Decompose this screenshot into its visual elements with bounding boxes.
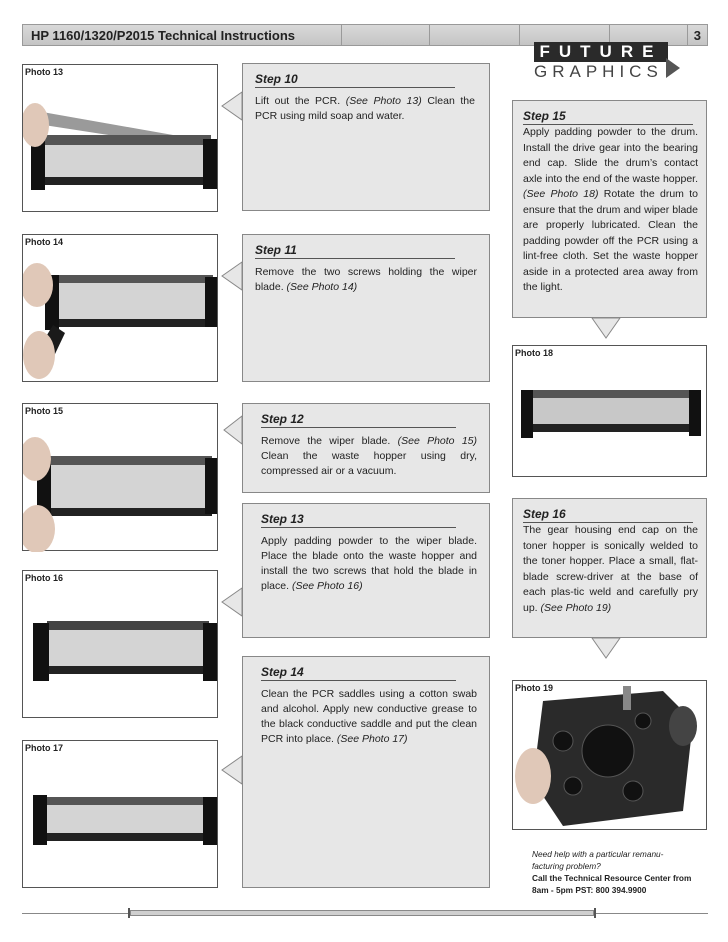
step-16-box [512,498,707,638]
step-text [261,434,477,479]
step-heading: Step 11 [255,243,455,259]
step-heading: Step 12 [261,412,456,428]
step-11-box [242,234,490,382]
step-text [255,94,475,124]
help-note [532,848,692,896]
photo-16 [22,570,218,718]
photo-14 [22,234,218,382]
help-question: Need help with a particular remanu-facturing problem? [532,849,664,871]
header-divider [687,25,688,45]
photo-label: Photo 13 [25,67,64,77]
step-heading: Step 10 [255,72,455,88]
step-heading: Step 13 [261,512,456,528]
photo-label: Photo 16 [25,573,64,583]
cartridge-pcr-removal-image [23,65,219,213]
photo-reference: (See Photo 14) [286,281,358,293]
step-text [523,523,698,616]
future-graphics-logo [520,40,680,86]
photo-reference: (See Photo 13) [345,95,422,107]
step-heading: Step 14 [261,665,456,681]
pointer-step-10 [222,92,242,120]
header-divider [341,25,342,45]
step-instruction: Lift out the PCR. [255,95,341,107]
photo-label: Photo 19 [515,683,554,693]
logo-word-graphics: GRAPHICS [534,62,663,81]
pointer-step-16 [592,638,620,658]
step-instruction: Apply padding powder to the wiper blade. Place the blade onto the waste hopper and install the two screws that hold the blade in place. [261,535,477,592]
step-10-box [242,63,490,211]
step-instruction: Clean the PCR using mild soap and water. [255,95,475,122]
step-text [261,687,477,747]
photo-reference: (See Photo 19) [540,601,612,614]
page-number: 3 [693,28,701,43]
cartridge-screw-removal-image [23,235,219,383]
pointer-step-11 [222,262,242,290]
step-instruction: Rotate the drum to ensure that the drum and wiper blade are properly lubricated. Clean the padding powder off the PCR using a lint-free cloth. Set the waste hopper aside in a protected area away from the light. [523,188,698,293]
step-14-box [242,656,490,888]
drum-install-image [513,346,708,478]
wiper-blade-install-image [23,571,219,719]
step-heading: Step 16 [523,507,693,523]
logo-arrow-icon [666,58,680,78]
step-instruction: Clean the waste hopper using dry, compressed air or a vacuum. [261,450,477,477]
photo-label: Photo 14 [25,237,64,247]
step-instruction: Remove the two screws holding the wiper blade. [255,266,477,293]
photo-label: Photo 15 [25,406,64,416]
pointer-step-12 [224,416,242,444]
photo-13 [22,64,218,212]
photo-18 [512,345,707,477]
page-footer [22,910,708,916]
step-15-box [512,100,707,318]
step-13-box [242,503,490,638]
photo-label: Photo 17 [25,743,64,753]
photo-17 [22,740,218,888]
step-instruction: The gear housing end cap on the toner hopper is sonically welded to the toner hopper. Place a small, flat-blade screw-driver at the base of each plas-tic weld and carefully pry up. [523,524,698,614]
help-contact: Call the Technical Resource Center from 8am - 5pm PST: 800 394.9900 [532,873,692,895]
pointer-step-15 [592,318,620,338]
photo-reference: (See Photo 17) [336,733,408,745]
photo-19 [512,680,707,830]
photo-15 [22,403,218,551]
footer-tick [128,908,130,918]
step-instruction: Clean the PCR saddles using a cotton swab and alcohol. Apply new conductive grease to the black conductive saddle and put the clean PCR into place. [261,688,477,745]
step-text [255,265,477,295]
photo-reference: (See Photo 15) [397,435,477,447]
pointer-step-14 [222,756,242,784]
step-text [261,534,477,594]
step-instruction: Remove the wiper blade. [261,435,391,447]
document-title: HP 1160/1320/P2015 Technical Instructions [31,28,295,43]
gear-housing-end-cap-image [513,681,708,831]
step-instruction: Apply padding powder to the drum. Install the drive gear into the bearing end cap. Slide the drum’s contact axle into the end of the waste hopper. [523,126,698,185]
photo-label: Photo 18 [515,348,554,358]
footer-tick [594,908,596,918]
photo-reference: (See Photo 18) [523,188,599,200]
logo-word-future: FUTURE [534,42,668,62]
step-text [523,125,698,296]
step-heading: Step 15 [523,109,693,125]
header-divider [429,25,430,45]
photo-reference: (See Photo 16) [291,580,363,592]
step-12-box [242,403,490,493]
footer-bar [130,910,594,916]
wiper-blade-removal-image [23,404,219,552]
pointer-step-13 [222,588,242,616]
pcr-reinstall-image [23,741,219,889]
